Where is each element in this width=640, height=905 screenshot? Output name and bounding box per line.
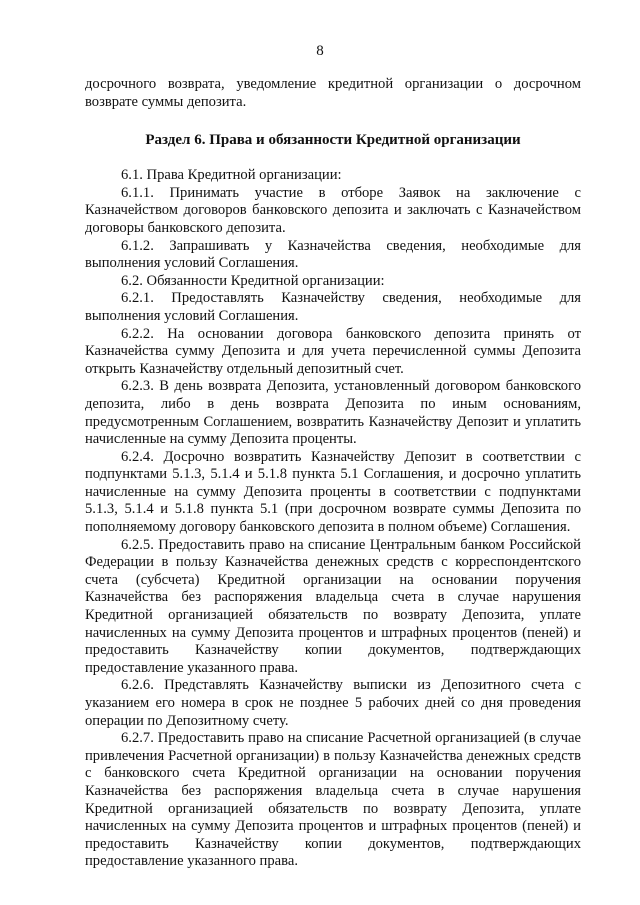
- paragraph-6-2-5: 6.2.5. Предоставить право на списание Центральным банком Российской Федерации в пользу Казначейства денежных средств с корреспондентского счета (субсчета) Кредитной организации на основании поручения Казначейства без распоряжения владельца счета в случае нарушения Кредитной организацией обязательств по возврату Депозита, уплате начисленных на сумму Депозита процентов и штрафных процентов (пеней) и предоставить Казначейству копии документов, подтверждающих предоставление указанного права.: [85, 536, 581, 676]
- paragraph-6-1-2: 6.1.2. Запрашивать у Казначейства сведения, необходимые для выполнения условий Соглашения.: [85, 237, 581, 272]
- paragraph-6-2: 6.2. Обязанности Кредитной организации:: [121, 272, 385, 289]
- paragraph-6-2-2: 6.2.2. На основании договора банковского депозита принять от Казначейства сумму Депозита и для учета перечисленной суммы Депозита открыть Казначейству отдельный депозитный счет.: [85, 325, 581, 377]
- document-body: [85, 76, 581, 871]
- paragraph-6-2-3: 6.2.3. В день возврата Депозита, установленный договором банковского депозита, либо в день возврата Депозита по иным основаниям, предусмотренным Соглашением, возвратить Казначейству Депозит и уплатить начисленные на сумму Депозита проценты.: [85, 378, 581, 448]
- paragraph-6-1: 6.1. Права Кредитной организации:: [121, 167, 342, 184]
- paragraph-6-2-6: 6.2.6. Представлять Казначейству выписки из Депозитного счета с указанием его номера в срок не позднее 5 рабочих дней со дня проведения операции по Депозитному счету.: [85, 677, 581, 729]
- section-title: Раздел 6. Права и обязанности Кредитной организации: [145, 132, 521, 149]
- page-number: 8: [316, 43, 324, 59]
- intro-paragraph: досрочного возврата, уведомление кредитной организации о досрочном возврате суммы депозита.: [85, 76, 581, 110]
- paragraph-6-2-7: 6.2.7. Предоставить право на списание Расчетной организацией (в случае привлечения Расчетной организации) в пользу Казначейства денежных средств с банковского счета Кредитной организации на основании поручения Казначейства без распоряжения владельца счета в случае нарушения Кредитной организацией обязательств по возврату Депозита, уплате начисленных на сумму Депозита процентов и штрафных процентов (пеней) и предоставить Казначейству копии документов, подтверждающих предоставление указанного права.: [85, 730, 581, 870]
- paragraph-6-2-1: 6.2.1. Предоставлять Казначейству сведения, необходимые для выполнения условий Соглашения.: [85, 290, 581, 324]
- paragraph-6-2-4: 6.2.4. Досрочно возвратить Казначейству Депозит в соответствии с подпунктами 5.1.3, 5.1.4 и 5.1.8 пункта 5.1 Соглашения, и досрочно уплатить начисленные на сумму Депозита проценты в соответствии с подпунктами 5.1.3, 5.1.4 и 5.1.8 пункта 5.1 (при досрочном возврате суммы Депозита по пополняемому договору банковского депозита в полном объеме) Соглашения.: [85, 448, 581, 536]
- paragraph-6-1-1: 6.1.1. Принимать участие в отборе Заявок на заключение с Казначейством договоров банковского депозита и заключать с Казначейством договоры банковского депозита.: [85, 184, 581, 236]
